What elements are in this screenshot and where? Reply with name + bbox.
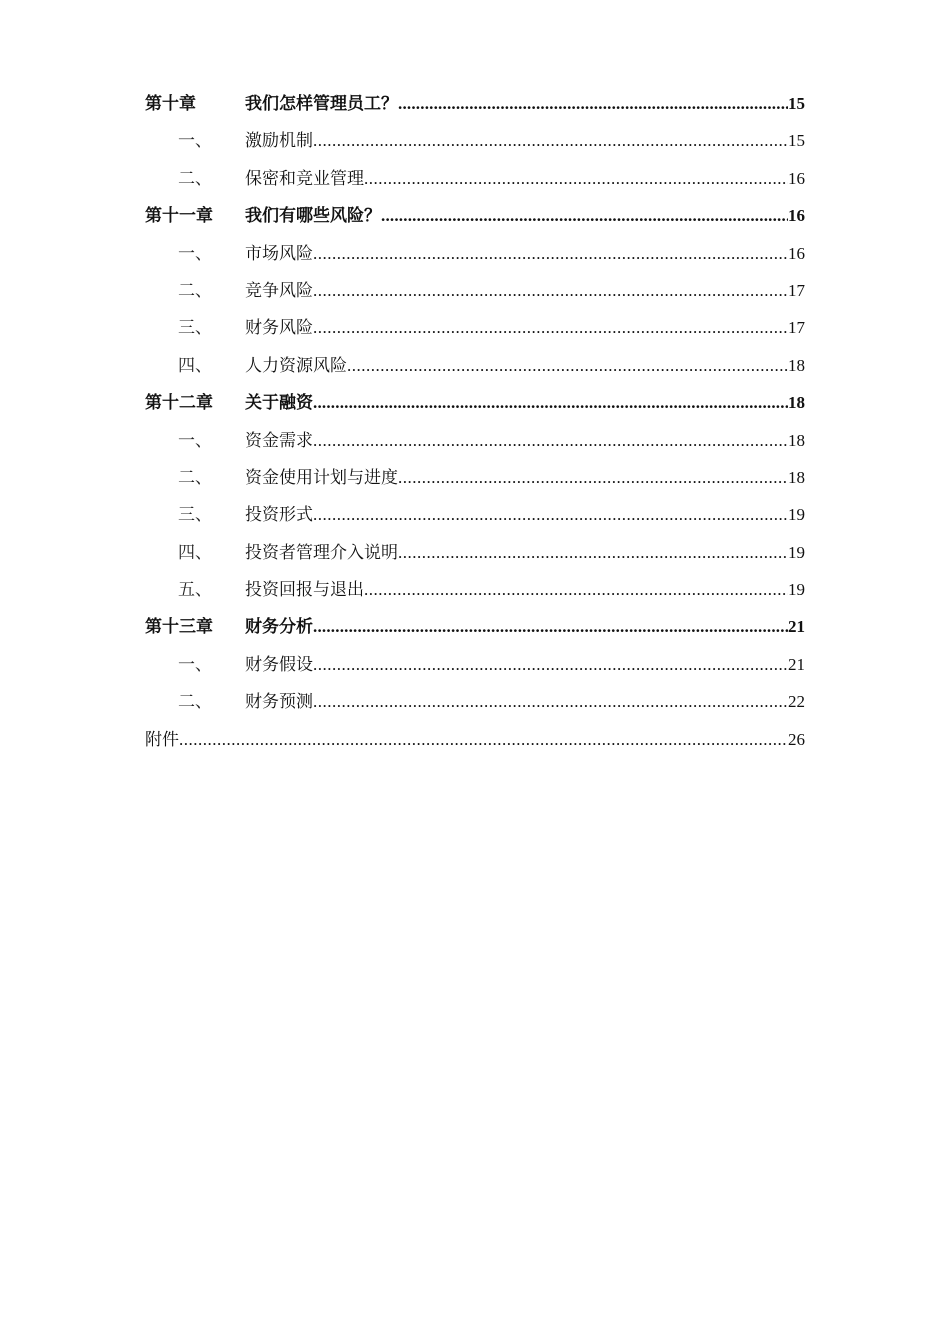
toc-dot-leader xyxy=(313,129,788,153)
toc-entry-title: 市场风险 xyxy=(245,243,313,263)
toc-entry-sub[interactable] xyxy=(145,354,805,391)
toc-entry-title: 附件 xyxy=(145,729,179,749)
toc-dot-leader xyxy=(179,728,788,752)
toc-entry-sub[interactable] xyxy=(145,429,805,466)
toc-entry-page: 19 xyxy=(788,580,805,600)
toc-entry-title: 我们有哪些风险？ xyxy=(245,206,381,226)
toc-entry-page: 21 xyxy=(788,654,805,674)
toc-entry-title: 投资者管理介入说明 xyxy=(245,542,398,562)
toc-entry-page: 16 xyxy=(788,168,805,188)
toc-dot-leader xyxy=(313,690,788,714)
toc-entry-number: 四、 xyxy=(178,542,212,562)
toc-entry-page: 16 xyxy=(788,206,805,226)
toc-entry-number: 一、 xyxy=(178,131,212,151)
toc-entry-number: 一、 xyxy=(178,243,212,263)
toc-entry-page: 16 xyxy=(788,243,805,263)
toc-entry-title: 激励机制 xyxy=(245,131,313,151)
toc-entry-chapter[interactable] xyxy=(145,391,805,428)
toc-entry-number: 二、 xyxy=(178,467,212,487)
toc-dot-leader xyxy=(313,279,788,303)
toc-entry-number: 四、 xyxy=(178,355,212,375)
toc-entry-number: 第十二章 xyxy=(145,393,213,413)
toc-entry-number: 一、 xyxy=(178,430,212,450)
toc-entry-number: 一、 xyxy=(178,654,212,674)
toc-entry-page: 21 xyxy=(788,617,805,637)
toc-entry-number: 二、 xyxy=(178,168,212,188)
toc-entry-page: 18 xyxy=(788,430,805,450)
toc-dot-leader xyxy=(364,167,788,191)
table-of-contents xyxy=(145,92,805,765)
toc-entry-page: 17 xyxy=(788,318,805,338)
toc-entry-title: 资金使用计划与进度 xyxy=(245,467,398,487)
toc-dot-leader xyxy=(313,503,788,527)
toc-dot-leader xyxy=(313,316,788,340)
toc-entry-sub[interactable] xyxy=(145,541,805,578)
toc-entry-page: 15 xyxy=(788,131,805,151)
toc-dot-leader xyxy=(398,466,788,490)
toc-entry-sub[interactable] xyxy=(145,316,805,353)
toc-entry-title: 投资形式 xyxy=(245,505,313,525)
toc-entry-number: 第十一章 xyxy=(145,206,213,226)
toc-entry-title: 财务预测 xyxy=(245,692,313,712)
toc-entry-number: 第十章 xyxy=(145,94,196,113)
toc-entry-number: 二、 xyxy=(178,280,212,300)
toc-dot-leader xyxy=(381,204,788,228)
toc-entry-page: 19 xyxy=(788,505,805,525)
toc-dot-leader xyxy=(313,429,788,453)
toc-entry-page: 15 xyxy=(788,94,805,113)
toc-entry-chapter[interactable] xyxy=(145,615,805,652)
toc-entry-title: 财务风险 xyxy=(245,318,313,338)
toc-dot-leader xyxy=(398,92,788,116)
toc-dot-leader xyxy=(313,391,788,415)
toc-entry-title: 财务分析 xyxy=(245,617,313,637)
toc-entry-appendix[interactable] xyxy=(145,728,805,765)
toc-entry-page: 18 xyxy=(788,355,805,375)
toc-dot-leader xyxy=(398,541,788,565)
toc-entry-page: 17 xyxy=(788,280,805,300)
toc-entry-title: 人力资源风险 xyxy=(245,355,347,375)
toc-entry-page: 18 xyxy=(788,393,805,413)
toc-entry-title: 关于融资 xyxy=(245,393,313,413)
toc-dot-leader xyxy=(313,615,788,639)
toc-entry-page: 19 xyxy=(788,542,805,562)
toc-dot-leader xyxy=(313,242,788,266)
toc-dot-leader xyxy=(364,578,788,602)
toc-dot-leader xyxy=(313,653,788,677)
toc-entry-sub[interactable] xyxy=(145,653,805,690)
toc-entry-chapter[interactable] xyxy=(145,92,805,129)
toc-entry-sub[interactable] xyxy=(145,279,805,316)
toc-entry-sub[interactable] xyxy=(145,167,805,204)
toc-entry-sub[interactable] xyxy=(145,466,805,503)
toc-entry-title: 投资回报与退出 xyxy=(245,580,364,600)
toc-entry-title: 财务假设 xyxy=(245,654,313,674)
toc-entry-sub[interactable] xyxy=(145,690,805,727)
toc-entry-number: 三、 xyxy=(178,318,212,338)
toc-entry-title: 我们怎样管理员工？ xyxy=(245,94,398,113)
toc-entry-page: 22 xyxy=(788,692,805,712)
toc-entry-sub[interactable] xyxy=(145,242,805,279)
toc-entry-page: 18 xyxy=(788,467,805,487)
toc-entry-chapter[interactable] xyxy=(145,204,805,241)
toc-entry-sub[interactable] xyxy=(145,129,805,166)
toc-dot-leader xyxy=(347,354,788,378)
toc-entry-title: 竞争风险 xyxy=(245,280,313,300)
toc-entry-sub[interactable] xyxy=(145,578,805,615)
toc-entry-title: 资金需求 xyxy=(245,430,313,450)
toc-entry-title: 保密和竞业管理 xyxy=(245,168,364,188)
toc-entry-number: 五、 xyxy=(178,580,212,600)
toc-entry-number: 三、 xyxy=(178,505,212,525)
toc-entry-number: 第十三章 xyxy=(145,617,213,637)
toc-entry-sub[interactable] xyxy=(145,503,805,540)
toc-entry-page: 26 xyxy=(788,729,805,749)
toc-entry-number: 二、 xyxy=(178,692,212,712)
